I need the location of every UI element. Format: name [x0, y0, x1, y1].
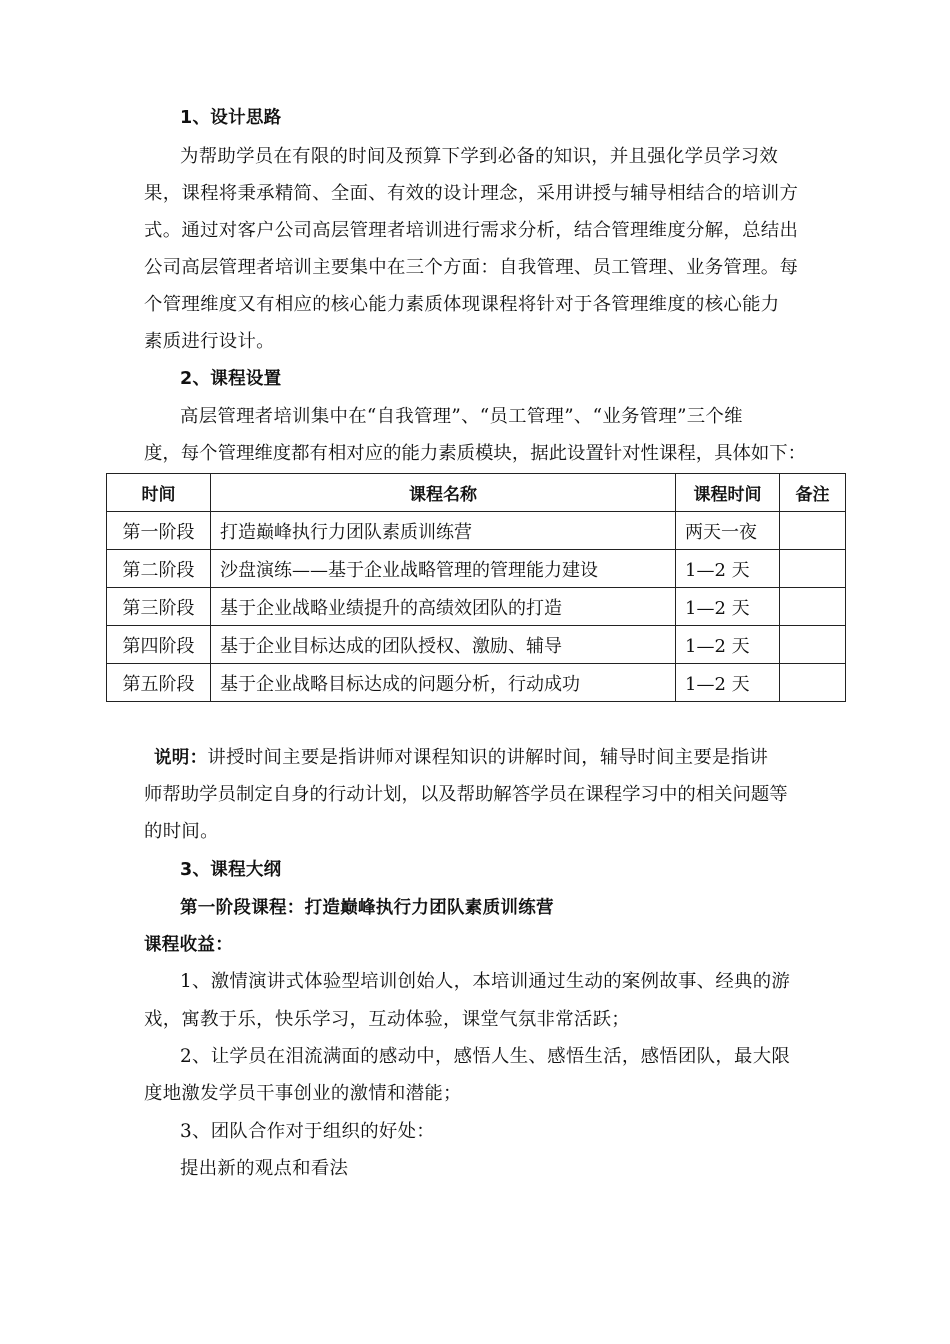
course-benefits-label: 课程收益： — [144, 935, 233, 955]
section-2-heading: 2、课程设置 — [180, 369, 282, 389]
benefit-line: 度地激发学员干事创业的激情和潜能； — [144, 1083, 462, 1104]
course-name-cell: 基于企业战略目标达成的问题分析，行动成功 — [211, 664, 676, 702]
note-label: 说明： — [154, 748, 208, 768]
table-row — [107, 626, 846, 664]
table-row — [107, 550, 846, 588]
stage-cell: 第三阶段 — [107, 588, 211, 626]
duration-cell: 1—2 天 — [676, 550, 780, 588]
stage-cell: 第五阶段 — [107, 664, 211, 702]
stage-cell: 第四阶段 — [107, 626, 211, 664]
course-name-cell: 基于企业目标达成的团队授权、激励、辅导 — [211, 626, 676, 664]
note-line: 师帮助学员制定自身的行动计划，以及帮助解答学员在课程学习中的相关问题等 — [144, 784, 788, 805]
column-header-course-name: 课程名称 — [211, 474, 676, 512]
stage-cell: 第一阶段 — [107, 512, 211, 550]
section-1-paragraph-line: 式。通过对客户公司高层管理者培训进行需求分析，结合管理维度分解，总结出 — [144, 220, 799, 241]
duration-cell: 1—2 天 — [676, 664, 780, 702]
benefit-line: 2、让学员在泪流满面的感动中，感悟人生、感悟生活，感悟团队，最大限 — [180, 1046, 791, 1067]
table-row — [107, 512, 846, 550]
section-2-paragraph-line: 高层管理者培训集中在“自我管理”、“员工管理”、“业务管理”三个维 — [180, 406, 743, 427]
remarks-cell — [780, 664, 846, 702]
table-row — [107, 664, 846, 702]
remarks-cell — [780, 550, 846, 588]
stage-cell: 第二阶段 — [107, 550, 211, 588]
section-1-paragraph-line: 公司高层管理者培训主要集中在三个方面：自我管理、员工管理、业务管理。每 — [144, 257, 799, 278]
section-1-heading: 1、设计思路 — [180, 108, 282, 128]
course-table — [106, 473, 846, 702]
remarks-cell — [780, 626, 846, 664]
remarks-cell — [780, 512, 846, 550]
course-name-cell: 基于企业战略业绩提升的高绩效团队的打造 — [211, 588, 676, 626]
benefit-line: 1、激情演讲式体验型培训创始人，本培训通过生动的案例故事、经典的游 — [180, 971, 791, 992]
section-1-paragraph-line: 为帮助学员在有限的时间及预算下学到必备的知识，并且强化学员学习效 — [180, 146, 779, 167]
section-3-heading: 3、课程大纲 — [180, 860, 282, 880]
column-header-course-duration: 课程时间 — [676, 474, 780, 512]
course-name-cell: 沙盘演练——基于企业战略管理的管理能力建设 — [211, 550, 676, 588]
duration-cell: 1—2 天 — [676, 626, 780, 664]
table-header-row — [107, 474, 846, 512]
section-2-paragraph-line: 度，每个管理维度都有相对应的能力素质模块，据此设置针对性课程，具体如下： — [144, 443, 807, 464]
benefit-line: 戏，寓教于乐，快乐学习，互动体验，课堂气氛非常活跃； — [144, 1009, 630, 1030]
table-row — [107, 588, 846, 626]
note-text: 讲授时间主要是指讲师对课程知识的讲解时间，辅导时间主要是指讲 — [207, 747, 769, 768]
stage-1-course-heading: 第一阶段课程：打造巅峰执行力团队素质训练营 — [180, 898, 554, 918]
section-1-paragraph-line: 果，课程将秉承精简、全面、有效的设计理念，采用讲授与辅导相结合的培训方 — [144, 183, 799, 204]
note-line: 的时间。 — [144, 821, 219, 842]
duration-cell: 两天一夜 — [676, 512, 780, 550]
duration-cell: 1—2 天 — [676, 588, 780, 626]
remarks-cell — [780, 588, 846, 626]
section-1-paragraph-line: 个管理维度又有相应的核心能力素质体现课程将针对于各管理维度的核心能力 — [144, 294, 780, 315]
column-header-time: 时间 — [107, 474, 211, 512]
benefit-line: 3、团队合作对于组织的好处： — [180, 1121, 435, 1142]
note-line — [154, 746, 768, 770]
section-1-paragraph-line: 素质进行设计。 — [144, 331, 275, 352]
course-name-cell: 打造巅峰执行力团队素质训练营 — [211, 512, 676, 550]
column-header-remarks: 备注 — [780, 474, 846, 512]
benefit-line: 提出新的观点和看法 — [180, 1158, 349, 1179]
